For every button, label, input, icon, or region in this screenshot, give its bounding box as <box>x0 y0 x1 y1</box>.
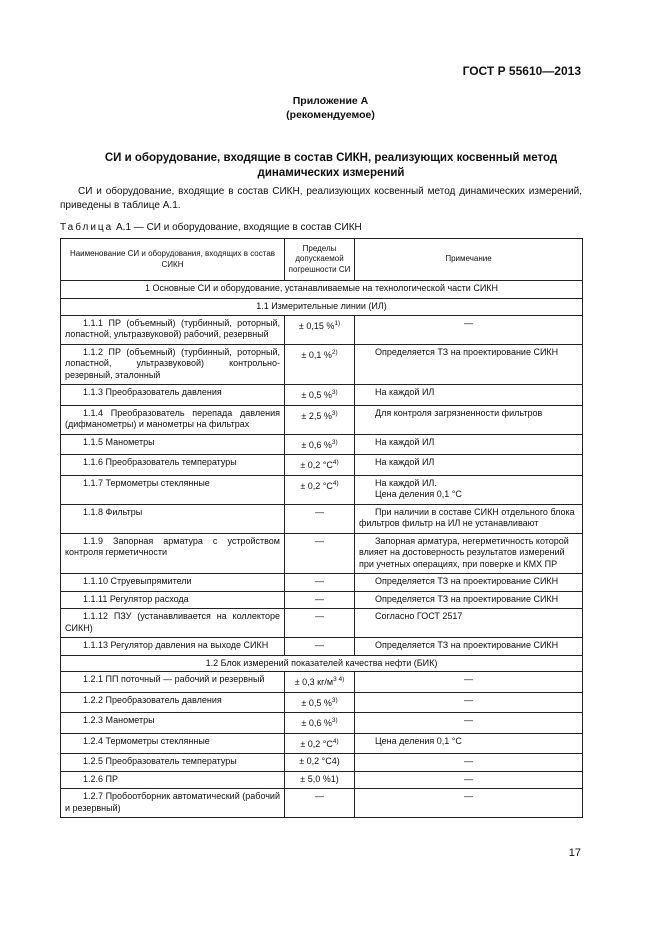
table-row <box>61 385 583 406</box>
row-note <box>355 789 583 818</box>
row-note-text: — <box>464 694 473 705</box>
equipment-table <box>60 238 583 818</box>
row-error <box>285 754 355 772</box>
row-error-value: ± 0,6 % <box>301 718 332 728</box>
row-note <box>355 344 583 385</box>
row-note-text: — <box>464 317 473 328</box>
row-note-text-2: Цена деления 0,1 °С <box>375 489 462 499</box>
table-row <box>61 533 583 574</box>
table-row <box>61 475 583 504</box>
row-error-footnote: 3) <box>331 409 338 417</box>
row-error <box>285 638 355 656</box>
row-note <box>355 405 583 434</box>
row-note <box>355 609 583 638</box>
subsection-1-1-title: 1.1 Измерительные линии (ИЛ) <box>61 299 583 316</box>
annex-type: (рекомендуемое) <box>286 109 375 121</box>
row-name: 1.1.9 Запорная арматура с устройством контроля герметичности <box>61 533 285 574</box>
table-caption-text: А.1 — СИ и оборудование, входящие в состав СИКН <box>113 222 362 233</box>
row-note <box>355 455 583 476</box>
table-row <box>61 733 583 754</box>
section-row <box>61 281 583 299</box>
row-note <box>355 754 583 772</box>
row-error <box>285 672 355 693</box>
table-row <box>61 434 583 455</box>
row-error-value: ± 0,2 °С <box>300 480 333 491</box>
row-error <box>285 789 355 818</box>
row-note <box>355 475 583 504</box>
row-error <box>285 344 355 385</box>
row-name: 1.1.1 ПР (объемный) (турбинный, роторный, лопастной, ультразвуковой) рабочий, резервный <box>61 315 285 344</box>
row-note <box>355 591 583 609</box>
row-note-text: Определяется ТЗ на проектирование СИКН <box>375 593 559 604</box>
row-note-text: На каждой ИЛ <box>375 457 435 467</box>
row-error <box>285 733 355 754</box>
row-name: 1.1.6 Преобразователь температуры <box>61 455 285 476</box>
row-name: 1.2.2 Преобразователь давления <box>61 692 285 713</box>
header-error: Пределы допускаемой погрешности СИ <box>285 239 355 281</box>
row-error-value: — <box>315 593 324 604</box>
row-error-footnote: 3) <box>331 717 338 724</box>
row-error-value: — <box>315 576 324 586</box>
row-error-footnote: 3 4) <box>333 676 345 683</box>
row-error-value: — <box>315 506 324 517</box>
row-note-text: Запорная арматура, негерметичность которой влияет на достоверность результатов измерений при учетных операциях, при поверке и КМХ ПР <box>359 535 569 569</box>
table-row <box>61 638 583 656</box>
row-error-value: ± 0,15 % <box>298 320 335 331</box>
table-row <box>61 713 583 734</box>
table-row <box>61 455 583 476</box>
row-note-text: Определяется ТЗ на проектирование СИКН <box>375 640 559 650</box>
row-note <box>355 315 583 344</box>
table-row <box>61 692 583 713</box>
row-name: 1.2.6 ПР <box>61 771 285 789</box>
annex-title: Приложение А <box>292 95 369 107</box>
table-row <box>61 672 583 693</box>
row-note-text: — <box>464 756 473 766</box>
row-note-text: — <box>464 715 473 725</box>
row-name: 1.2.7 Пробоотборник автоматический (рабочий и резервный) <box>61 789 285 818</box>
row-name: 1.1.3 Преобразователь давления <box>61 385 285 406</box>
intro-paragraph: СИ и оборудование, входящие в состав СИКН, реализующих косвенный метод динамических измерений, приведены в таблице А.1. <box>60 186 582 211</box>
row-error <box>285 455 355 476</box>
table-row <box>61 405 583 434</box>
row-error-value: — <box>315 535 324 546</box>
row-error-value: — <box>315 611 324 621</box>
row-error-footnote: 1) <box>334 319 341 327</box>
row-error-value: — <box>315 640 324 650</box>
table-row <box>61 574 583 592</box>
row-name: 1.2.3 Манометры <box>61 713 285 734</box>
row-note <box>355 385 583 406</box>
row-note <box>355 672 583 693</box>
row-note <box>355 713 583 734</box>
table-caption <box>60 222 362 233</box>
row-name: 1.2.1 ПП поточный — рабочий и резервный <box>61 672 285 693</box>
table-row <box>61 754 583 772</box>
row-note-text: Определяется ТЗ на проектирование СИКН <box>375 576 559 586</box>
row-error <box>285 315 355 344</box>
row-name: 1.2.4 Термометры стеклянные <box>61 733 285 754</box>
document-title: СИ и оборудование, входящие в состав СИКН, реализующих косвенный метод динамических измерений <box>104 152 558 179</box>
subsection-row <box>61 299 583 316</box>
row-name: 1.1.13 Регулятор давления на выходе СИКН <box>61 638 285 656</box>
row-note-text: Для контроля загрязненности фильтров <box>375 407 543 418</box>
row-error <box>285 771 355 789</box>
row-note <box>355 771 583 789</box>
row-name: 1.1.5 Манометры <box>61 434 285 455</box>
row-error <box>285 713 355 734</box>
row-note <box>355 434 583 455</box>
row-note <box>355 504 583 533</box>
row-error-footnote: 2) <box>331 348 338 356</box>
row-error-value: ± 0,2 °С <box>300 460 333 470</box>
table-row <box>61 344 583 385</box>
row-note-text: На каждой ИЛ <box>375 436 435 447</box>
row-error-value: ± 0,2 °С <box>300 738 333 749</box>
table-caption-prefix: Таблица <box>60 222 114 233</box>
subsection-1-2-title: 1.2 Блок измерений показателей качества нефти (БИК) <box>61 655 583 672</box>
row-error <box>285 385 355 406</box>
header-name: Наименование СИ и оборудования, входящих в состав СИКН <box>61 239 285 281</box>
section-1-title: 1 Основные СИ и оборудование, устанавливаемые на технологической части СИКН <box>61 281 583 299</box>
row-note <box>355 533 583 574</box>
table-row <box>61 504 583 533</box>
page-number: 17 <box>568 847 581 859</box>
table-row <box>61 771 583 789</box>
row-note-text: — <box>464 773 473 784</box>
row-note-text: Определяется ТЗ на проектирование СИКН <box>375 346 559 357</box>
table-row <box>61 591 583 609</box>
row-error <box>285 533 355 574</box>
row-error <box>285 504 355 533</box>
row-note-text: При наличии в составе СИКН отдельного блока фильтров фильтр на ИЛ не устанавливают <box>359 506 575 528</box>
row-note-text: Цена деления 0,1 °С <box>375 735 462 746</box>
table-row <box>61 789 583 818</box>
row-note <box>355 733 583 754</box>
header-note: Примечание <box>355 239 583 281</box>
row-error-footnote: 3) <box>331 438 338 446</box>
table-header-row <box>61 239 583 281</box>
row-note-text: — <box>464 791 473 801</box>
row-name: 1.1.2 ПР (объемный) (турбинный, роторный, лопастной, ультразвуковой) контрольно-резервный, эталонный <box>61 344 285 385</box>
row-note-text: На каждой ИЛ <box>375 387 435 397</box>
row-error-value: ± 0,3 кг/м <box>294 677 334 687</box>
row-error-value: ± 0,5 % <box>301 697 332 708</box>
row-error <box>285 692 355 713</box>
row-note <box>355 574 583 592</box>
standard-number: ГОСТ Р 55610—2013 <box>462 64 581 78</box>
row-name: 1.1.7 Термометры стеклянные <box>61 475 285 504</box>
row-error-footnote: 3) <box>331 696 338 704</box>
row-name: 1.1.12 ПЗУ (устанавливается на коллекторе СИКН) <box>61 609 285 638</box>
row-error-footnote: 4) <box>332 479 339 487</box>
row-note <box>355 692 583 713</box>
table-row <box>61 609 583 638</box>
row-error-value: ± 5,0 %1) <box>300 773 339 784</box>
row-error-value: ± 0,1 % <box>301 349 332 360</box>
row-error <box>285 405 355 434</box>
row-name: 1.1.4 Преобразователь перепада давления (дифманометры) и манометры на фильтрах <box>61 405 285 434</box>
row-name: 1.2.5 Преобразователь температуры <box>61 754 285 772</box>
table-row <box>61 315 583 344</box>
row-error-value: — <box>315 791 324 801</box>
row-error-value: ± 0,6 % <box>301 439 332 450</box>
row-error-value: ± 0,2 °С4) <box>299 756 340 766</box>
row-error-value: ± 0,5 % <box>301 390 332 400</box>
row-error <box>285 591 355 609</box>
row-name: 1.1.11 Регулятор расхода <box>61 591 285 609</box>
subsection-row <box>61 655 583 672</box>
row-error <box>285 609 355 638</box>
row-error-value: ± 2,5 % <box>301 410 332 421</box>
row-error <box>285 475 355 504</box>
row-error <box>285 574 355 592</box>
row-name: 1.1.8 Фильтры <box>61 504 285 533</box>
row-note-text: Согласно ГОСТ 2517 <box>375 611 463 621</box>
row-note-text: — <box>464 674 473 684</box>
row-note-text: На каждой ИЛ. <box>375 477 437 488</box>
row-note <box>355 638 583 656</box>
annex-heading <box>0 94 661 122</box>
row-error <box>285 434 355 455</box>
row-name: 1.1.10 Струевыпрямители <box>61 574 285 592</box>
row-error-footnote: 4) <box>332 459 339 466</box>
row-error-footnote: 4) <box>332 737 339 745</box>
row-error-footnote: 3) <box>331 389 338 396</box>
